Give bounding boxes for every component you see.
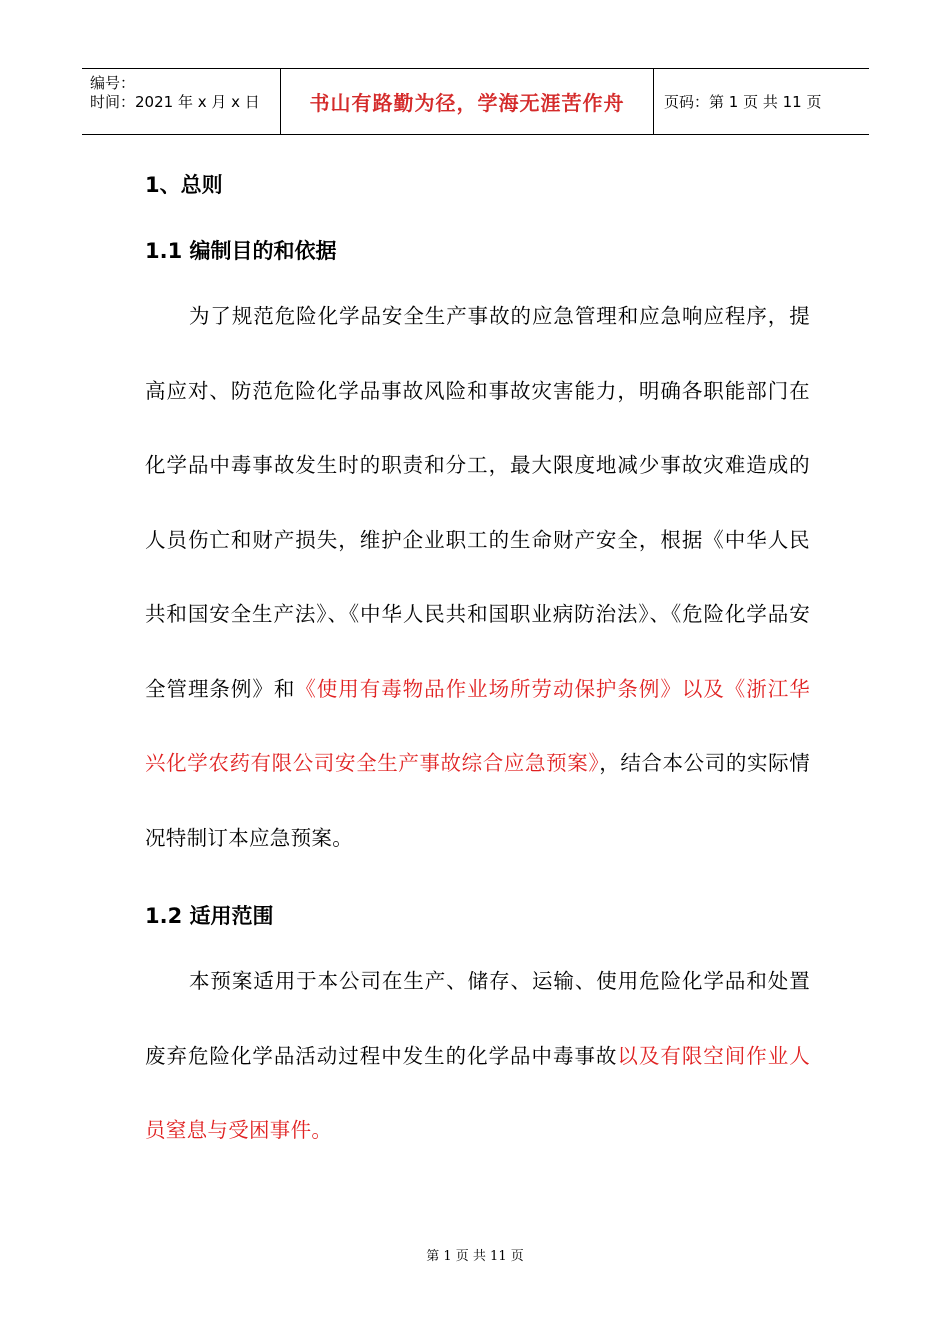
paragraph-purpose-text: 为了规范危险化学品安全生产事故的应急管理和应急响应程序，提高应对、防范危险化学品事故风险和事故灾害能力，明确各职能部门在化学品中毒事故发生时的职责和分工，最大限度地减少事故灾难造成的人员伤亡和财产损失，维护企业职工的生命财产安全，根据《中华人民共和国安全生产法》、《中华人民共和国职业病防治法》、《危险化学品安全管理条例》和 [145,304,810,701]
page-info: 页码：第 1 页 共 11 页 [664,93,822,111]
paragraph-purpose-end-text: ，结合本公司的实际情况特制订本应急预案。 [145,751,811,850]
paragraph-scope-red-text: 以及有限空间作业人员窒息与受困事件。 [145,1043,810,1142]
header-motto-cell [281,69,654,134]
paragraph-scope [145,944,810,1168]
header-left-cell [82,69,281,134]
document-body [145,160,810,1168]
number-label: 编号： [90,74,136,92]
motto-text: 书山有路勤为径，学海无涯苦作舟 [309,91,625,115]
paragraph-scope-text: 本预案适用于本公司在生产、储存、运输、使用危险化学品和处置废弃危险化学品活动过程中发生的化学品中毒事故 [145,969,810,1068]
section-title-scope: 1.2 适用范围 [145,904,274,928]
section-title-purpose: 1.1 编制目的和依据 [145,239,337,263]
header-table [82,68,869,135]
time-label: 时间：2021 年 x 月 x 日 [90,93,260,111]
header-page-cell [654,69,869,134]
section-title-general: 1、总则 [145,173,223,197]
paragraph-purpose [145,279,810,875]
paragraph-purpose-red-text: 《使用有毒物品作业场所劳动保护条例》以及《浙江华兴化学农药有限公司安全生产事故综合应急预案》 [145,676,810,775]
page-footer: 第 1 页 共 11 页 [426,1249,524,1264]
